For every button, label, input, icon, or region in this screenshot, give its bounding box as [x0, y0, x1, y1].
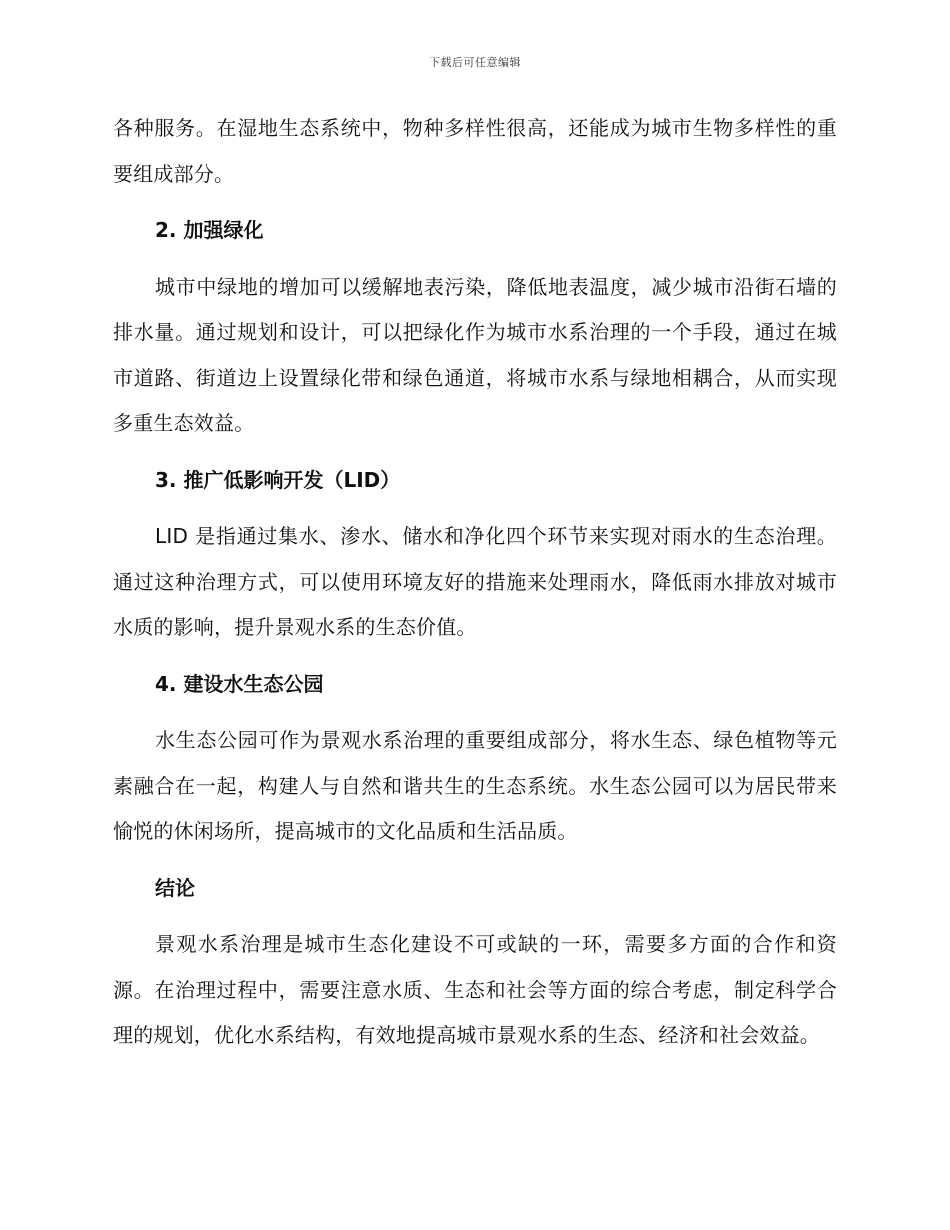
- section-body-conclusion: 景观水系治理是城市生态化建设不可或缺的一环，需要多方面的合作和资源。在治理过程中，需要注意水质、生态和社会等方面的综合考虑，制定科学合理的规划，优化水系结构，有效地提高城市景观水系的生态、经济和社会效益。: [113, 932, 837, 1047]
- section-heading-eco-park: 4. 建设水生态公园: [155, 671, 324, 696]
- section-body-lid: LID 是指通过集水、渗水、储水和净化四个环节来实现对雨水的生态治理。通过这种治理方式，可以使用环境友好的措施来处理雨水，降低雨水排放对城市水质的影响，提升景观水系的生态价值。: [113, 524, 837, 639]
- section-heading-conclusion: 结论: [155, 875, 195, 900]
- section-body-eco-park: 水生态公园可作为景观水系治理的重要组成部分，将水生态、绿色植物等元素融合在一起，构建人与自然和谐共生的生态系统。水生态公园可以为居民带来愉悦的休闲场所，提高城市的文化品质和生活品质。: [113, 728, 837, 843]
- section-heading-greening: 2. 加强绿化: [155, 218, 264, 242]
- header-note: 下载后可任意编辑: [429, 56, 521, 69]
- document-body: [113, 106, 837, 1059]
- section-heading-lid: 3. 推广低影响开发（LID）: [155, 467, 401, 492]
- section-body-greening: 城市中绿地的增加可以缓解地表污染，降低地表温度，减少城市沿街石墙的排水量。通过规划和设计，可以把绿化作为城市水系治理的一个手段，通过在城市道路、街道边上设置绿化带和绿色通道，将城市水系与绿地相耦合，从而实现多重生态效益。: [113, 274, 837, 435]
- intro-paragraph-tail: 各种服务。在湿地生态系统中，物种多样性很高，还能成为城市生物多样性的重要组成部分。: [113, 116, 837, 186]
